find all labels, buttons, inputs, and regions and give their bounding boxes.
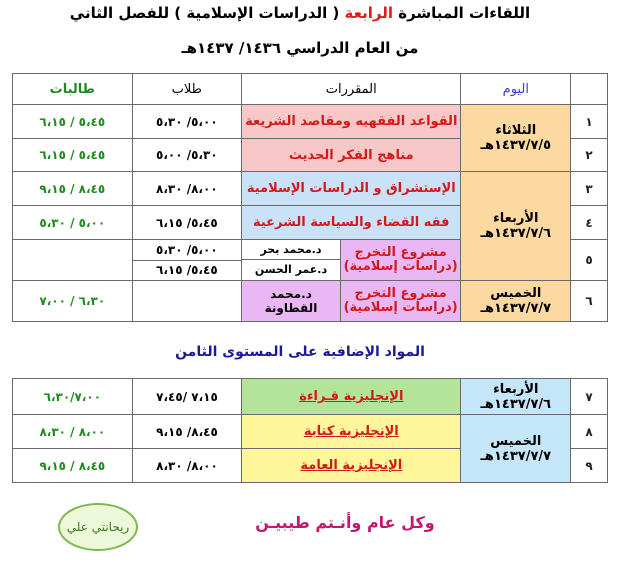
header-text-b: ( الدراسات الإسلامية ) للفصل الثاني (69, 4, 340, 22)
table-row (13, 105, 608, 139)
day-header: اليوم (461, 74, 571, 105)
female-time: ٦،٣٠/٧،٠٠ (13, 379, 133, 415)
project-course (340, 240, 460, 280)
closing-greeting: وكل عام وأنـتم طيبيـن (255, 513, 435, 532)
instructor-name: د.عمر الحسن (242, 260, 340, 280)
male-time: ٨،٠٠/ ٨،٣٠ (132, 172, 242, 206)
day-name: الثلاثاء (495, 123, 537, 138)
male-time-empty (132, 281, 242, 322)
male-time: ٨،٤٥/ ٩،١٥ (132, 415, 242, 449)
row-number: ٤ (571, 206, 608, 240)
row-number: ٨ (571, 415, 608, 449)
course-header: المقررات (242, 74, 461, 105)
day-cell-thursday (461, 415, 571, 483)
course-cell: فقه القضاء والسياسة الشرعية (242, 206, 461, 240)
instructor-name: د.محمد بحر (242, 240, 340, 260)
section-title: المواد الإضافية على المستوى الثامن (175, 344, 425, 360)
day-name: الخميس (490, 286, 542, 301)
day-name: الخميس (490, 433, 542, 449)
female-time: ٨،٤٥ / ٩،١٥ (13, 172, 133, 206)
project-title: مشروع التخرج (354, 286, 447, 301)
course-cell (242, 449, 461, 483)
female-time: ٨،٠٠ / ٨،٣٠ (13, 415, 133, 449)
project-split-cell (242, 240, 461, 281)
day-date: ١٤٣٧/٧/٧هـ (480, 301, 552, 316)
male-header: طلاب (132, 74, 242, 105)
schedule-table (12, 73, 608, 322)
course-cell: القواعد الفقهيه ومقاصد الشريعة (242, 105, 461, 139)
course-cell (242, 379, 461, 415)
instructor-name: د.محمد القطاونة (242, 281, 340, 321)
num-header (571, 74, 608, 105)
project-course (340, 281, 460, 321)
day-date: ١٤٣٧/٧/٥هـ (480, 138, 552, 153)
day-date: ١٤٣٧/٧/٦هـ (480, 396, 552, 412)
course-name: الإنجليزية العامة (300, 458, 403, 473)
row-number: ٢ (571, 139, 608, 172)
project-subtitle: (دراسات إسلامية) (343, 300, 458, 315)
female-time: ٦،٣٠ / ٧،٠٠ (13, 281, 133, 322)
day-cell-wednesday (461, 379, 571, 415)
project-title: مشروع التخرج (354, 245, 447, 260)
header-text-a: اللقاءات المباشرة (398, 4, 531, 22)
day-cell-wednesday (461, 172, 571, 281)
course-cell: الإستشراق و الدراسات الإسلامية (242, 172, 461, 206)
project-split-cell (242, 281, 461, 322)
table-row (13, 415, 608, 449)
day-cell-tuesday (461, 105, 571, 172)
table-row (13, 281, 608, 322)
row-number: ٦ (571, 281, 608, 322)
signature-stamp (58, 503, 138, 551)
header-line-2: من العام الدراسي ١٤٣٦/ ١٤٣٧هـ (181, 39, 419, 57)
row-number: ٧ (571, 379, 608, 415)
male-time: ٨،٠٠/ ٨،٣٠ (132, 449, 242, 483)
course-cell (242, 415, 461, 449)
day-cell-thursday (461, 281, 571, 322)
header-red-word: الرابعة (344, 4, 393, 22)
male-time: ٧،١٥ /٧،٤٥ (132, 379, 242, 415)
row-number: ٩ (571, 449, 608, 483)
male-time: ٥،٤٥/ ٦،١٥ (132, 260, 242, 281)
row-number: ١ (571, 105, 608, 139)
extra-courses-table (12, 378, 608, 483)
stamp-text: ريحانتي علي (66, 520, 130, 534)
row-number: ٣ (571, 172, 608, 206)
course-cell: مناهج الفكر الحديث (242, 139, 461, 172)
table-row (13, 379, 608, 415)
female-time: ٨،٤٥ / ٩،١٥ (13, 449, 133, 483)
project-subtitle: (دراسات إسلامية) (343, 259, 458, 274)
male-time: ٥،٤٥/ ٦،١٥ (132, 206, 242, 240)
female-time: ٥،٤٥ / ٦،١٥ (13, 139, 133, 172)
male-time: ٥،٣٠/ ٥،٠٠ (132, 139, 242, 172)
row-number: ٥ (571, 240, 608, 281)
header-line-1 (0, 4, 600, 22)
female-time: ٥،٠٠ / ٥،٣٠ (13, 206, 133, 240)
male-time: ٥،٠٠/ ٥،٣٠ (132, 105, 242, 139)
female-time: ٥،٤٥ / ٦،١٥ (13, 105, 133, 139)
table-header-row (13, 74, 608, 105)
day-name: الأربعاء (493, 381, 539, 397)
female-header: طالبات (13, 74, 133, 105)
day-date: ١٤٣٧/٧/٧هـ (480, 448, 552, 464)
course-name: الإنجليزية كتابة (303, 424, 399, 439)
female-time-empty (13, 240, 133, 281)
project-names (242, 240, 340, 280)
male-time: ٥،٠٠/ ٥،٣٠ (132, 240, 242, 261)
table-row (13, 172, 608, 206)
day-date: ١٤٣٧/٧/٦هـ (480, 226, 552, 241)
day-name: الأربعاء (493, 211, 539, 226)
course-name: الإنجليزية قـراءة (299, 389, 404, 404)
